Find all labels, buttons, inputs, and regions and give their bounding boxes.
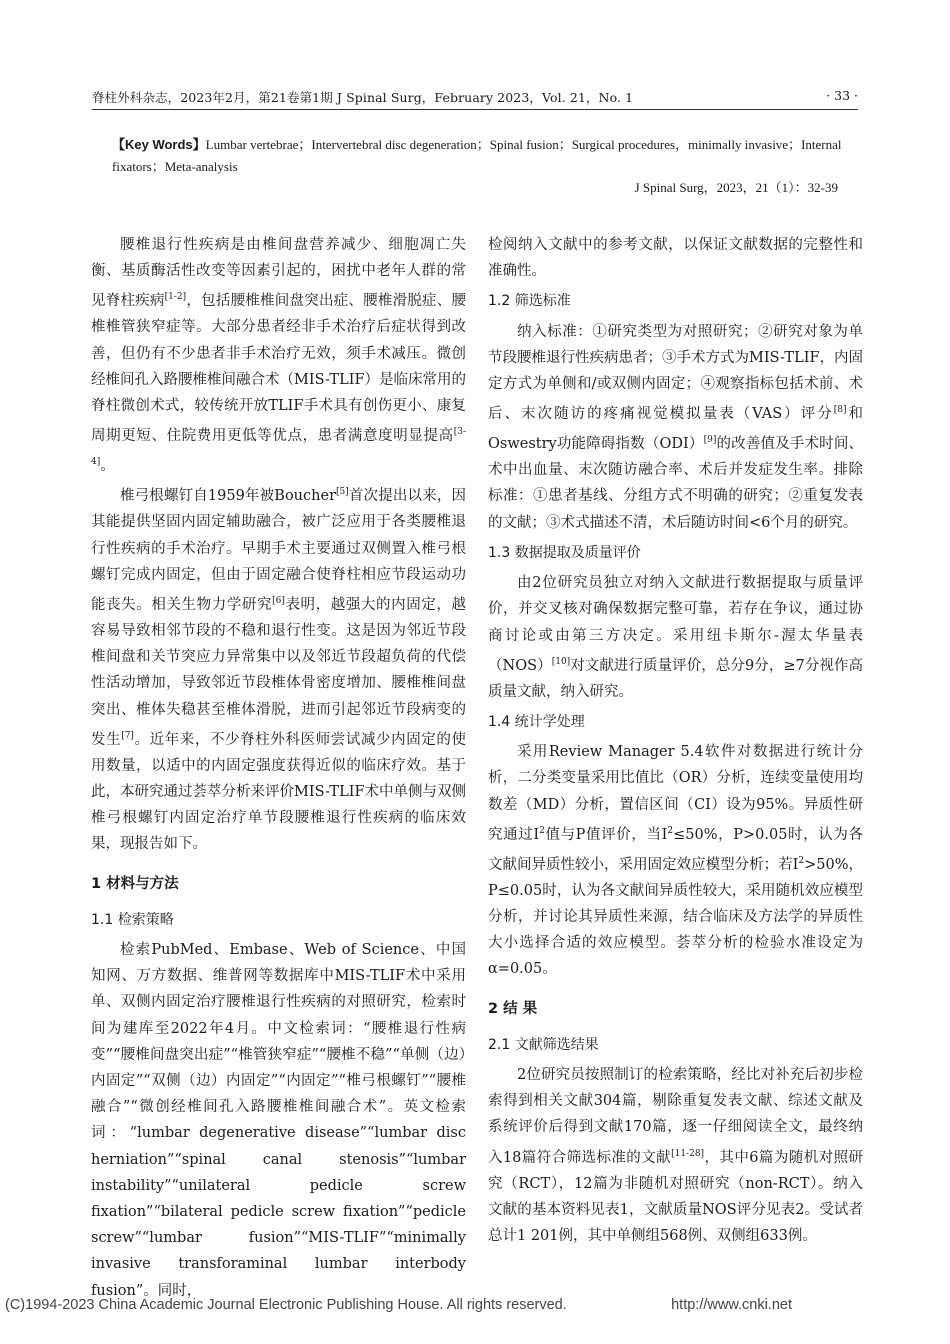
paragraph: 椎弓根螺钉自1959年被Boucher[5]首次提出以来，因其能提供坚固内固定辅助融合，被广泛应用于各类腰椎退行性疾病的手术治疗。早期手术主要通过双侧置入椎弓根螺钉完成内固定，但由于固定融合使脊柱相应节段运动功能丧失。相关生物力学研究[6]表明，越强大的内固定，越容易导致相邻节段的不稳和退行性变。这是因为邻近节段椎间盘和关节突应力异常集中以及邻近节段超负荷的代偿性活动增加，导致邻近节段椎体骨密度增加、腰椎椎间盘突出、椎体失稳甚至椎体滑脱，进而引起邻近节段病变的发生[7]。近年来，不少脊柱外科医师尝试减少内固定的使用数量，以适中的内固定强度获得近似的临床疗效。基于此，本研究通过荟萃分析来评价MIS-TLIF术中单侧与双侧椎弓根螺钉内固定治疗单节段腰椎退行性疾病的临床效果，现报告如下。 — [91, 487, 467, 853]
copyright-footer: (C)1994-2023 China Academic Journal Electronic Publishing House. All rights reserved. — [5, 1297, 567, 1313]
subsection-heading: 1.4 统计学处理 — [488, 713, 585, 730]
subsection-heading: 2.1 文献筛选结果 — [488, 1036, 599, 1053]
right-column — [488, 232, 863, 1249]
paragraph: 2位研究员按照制订的检索策略，经比对补充后初步检索得到相关文献304篇，剔除重复发表文献、综述文献及系统评价后得到文献170篇，逐一仔细阅读全文，最终纳入18篇符合筛选标准的文献[11-28]，其中6篇为随机对照研究（RCT），12篇为非随机对照研究（non-RCT）。纳入文献的基本资料见表1，文献质量NOS评分见表2。受试者总计1 201例，其中单侧组568例、双侧组633例。 — [488, 1067, 863, 1245]
section-heading: 1 材料与方法 — [91, 875, 179, 892]
paragraph: 检阅纳入文献中的参考文献，以保证文献数据的完整性和准确性。 — [488, 237, 863, 280]
running-header: 脊柱外科杂志，2023年2月，第21卷第1期 J Spinal Surg，February 2023，Vol. 21，No. 1 — [92, 90, 634, 105]
keywords-label: 【Key Words】 — [112, 137, 206, 152]
left-column — [91, 232, 466, 1304]
subsection-heading: 1.2 筛选标准 — [488, 293, 571, 310]
cnki-url: http://www.cnki.net — [671, 1297, 792, 1313]
paragraph: 腰椎退行性疾病是由椎间盘营养减少、细胞凋亡失衡、基质酶活性改变等因素引起的，困扰中老年人群的常见脊柱疾病[1-2]，包括腰椎椎间盘突出症、腰椎滑脱症、腰椎椎管狭窄症等。大部分患者经非手术治疗后症状得到改善，但仍有不少患者非手术治疗无效，须手术减压。微创经椎间孔入路腰椎椎间融合术（MIS-TLIF）是临床常用的脊柱微创术式，较传统开放TLIF手术具有创伤更小、康复周期更短、住院费用更低等优点，患者满意度明显提高[3-4]。 — [91, 237, 467, 475]
paragraph: 纳入标准：①研究类型为对照研究；②研究对象为单节段腰椎退行性疾病患者；③手术方式为MIS-TLIF，内固定方式为单侧和/或双侧内固定；④观察指标包括术前、术后、末次随访的疼痛视觉模拟量表（VAS）评分[8]和Oswestry功能障碍指数（ODI）[9]的改善值及手术时间、术中出血量、末次随访融合率、术后并发症发生率。排除标准：①患者基线、分组方式不明确的研究；②重复发表的文献；③术式描述不清，术后随访时间<6个月的研究。 — [488, 323, 864, 531]
paragraph: 由2位研究员独立对纳入文献进行数据提取与质量评价，并交叉核对确保数据完整可靠，若存在争议，通过协商讨论或由第三方决定。采用纽卡斯尔-渥太华量表（NOS）[10]对文献进行质量评价，总分9分，≥7分视作高质量文献，纳入研究。 — [488, 575, 863, 700]
subsection-heading: 1.3 数据提取及质量评价 — [488, 544, 641, 561]
section-heading: 2 结 果 — [488, 1000, 538, 1017]
citation: J Spinal Surg，2023，21（1）：32-39 — [634, 180, 838, 195]
subsection-heading: 1.1 检索策略 — [91, 911, 174, 928]
keywords-block — [112, 134, 844, 178]
paragraph: 检索PubMed、Embase、Web of Science、中国知网、万方数据、维普网等数据库中MIS-TLIF术中采用单、双侧内固定治疗腰椎退行性疾病的对照研究，检索时间为建库至2022年4月。中文检索词：“腰椎退行性病变”“腰椎间盘突出症”“椎管狭窄症”“腰椎不稳”“单侧（边）内固定”“双侧（边）内固定”“内固定”“椎弓根螺钉”“腰椎融合”“微创经椎间孔入路腰椎椎间融合术”。英文检索词：“lumbar degenerative disease”“lumbar disc herniation”“spinal canal stenosis”“lumbar instability”“unilateral pedicle screw fixation”“bilateral pedicle screw fixation”“pedicle screw”“lumbar fusion”“MIS-TLIF”“minimally invasive transforaminal lumbar interbody fusion”。同时， — [91, 942, 466, 1299]
keywords-text: Lumbar vertebrae；Intervertebral disc degeneration；Spinal fusion；Surgical procedures，minimally invasive；Internal fixators；Meta-analysis — [112, 137, 842, 174]
page-number: · 33 · — [826, 88, 858, 103]
header-rule — [92, 109, 858, 110]
paragraph: 采用Review Manager 5.4软件对数据进行统计分析，二分类变量采用比值比（OR）分析，连续变量使用均数差（MD）分析，置信区间（CI）设为95%。异质性研究通过$I^2$值与P值评价，当$I^2\le 50\%$，P>0.05时，认为各文献间异质性较小，采用固定效应模型分析；若$I^2>50\%$，P≤0.05时，认为各文献间异质性较大，采用随机效应模型分析，并讨论其异质性来源，结合临床及方法学的异质性大小选择合适的效应模型。荟萃分析的检验水准设定为α=0.05。 — [488, 744, 864, 978]
